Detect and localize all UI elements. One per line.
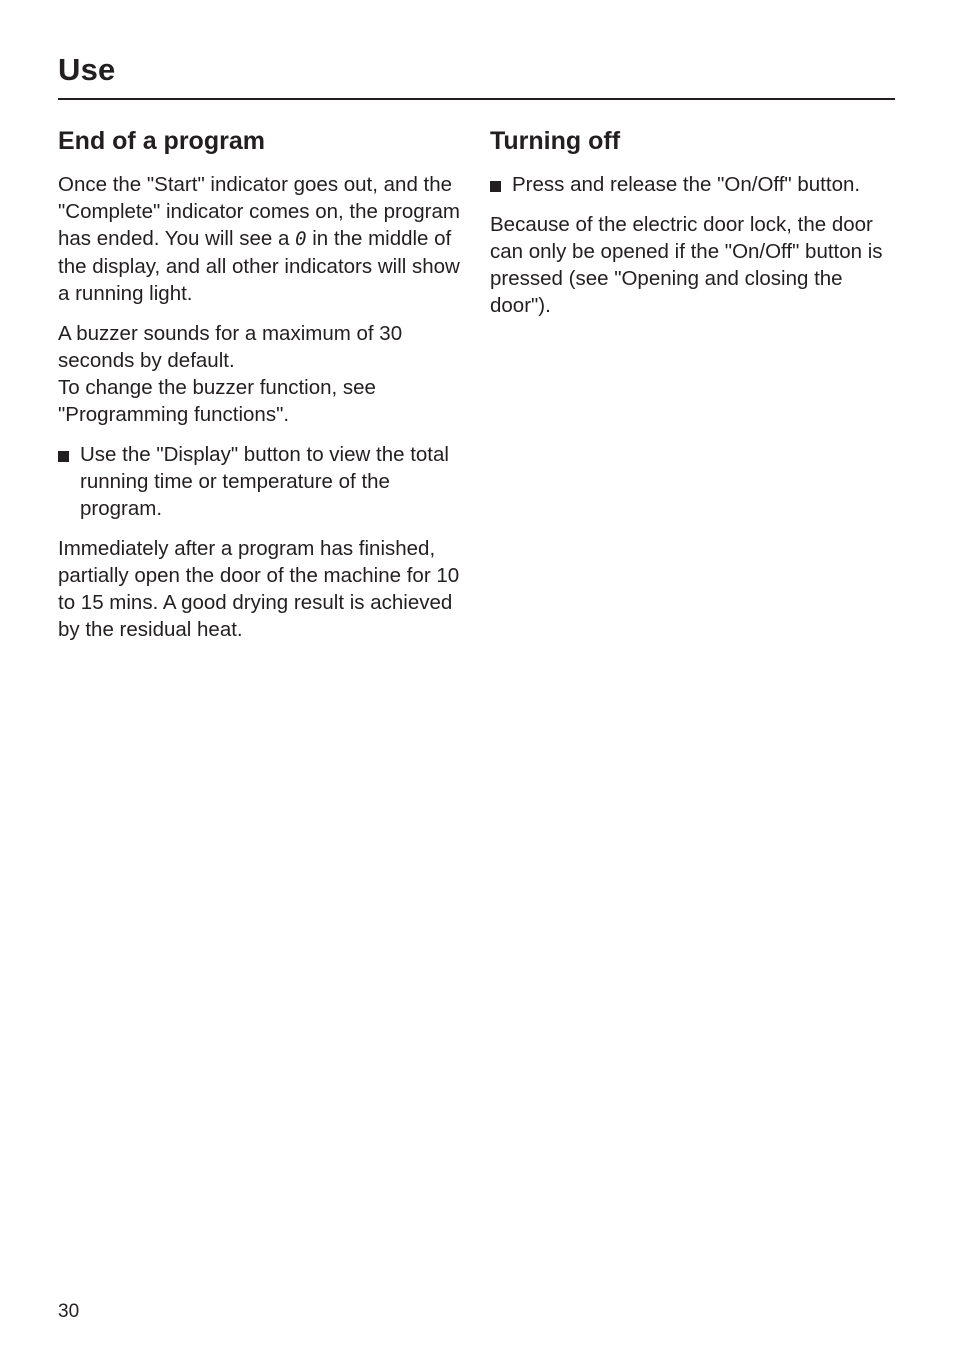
paragraph-program-ended-text-2: in the middle of the display, and all other indicators will show a running light. (58, 227, 460, 305)
list-item-on-off-button (490, 171, 895, 198)
paragraph-buzzer-line-2: To change the buzzer function, see "Programming functions". (58, 376, 376, 426)
paragraph-door-lock: Because of the electric door lock, the door can only be opened if the "On/Off" button is pressed (see "Opening and closing the door"). (490, 213, 883, 317)
paragraph-program-ended-text-1: Once the "Start" indicator goes out, and the "Complete" indicator comes on, the program has ended. You will see a (58, 173, 460, 250)
list-item-text: Press and release the "On/Off" button. (512, 173, 861, 196)
display-zero-symbol: 0 (295, 228, 307, 250)
list-item-text: Use the "Display" button to view the total running time or temperature of the program. (80, 443, 449, 520)
paragraph-drying: Immediately after a program has finished, partially open the door of the machine for 10 to 15 mins. A good drying result is achieved by the residual heat. (58, 537, 460, 641)
section-turning-off (490, 124, 895, 332)
section-heading-end-of-program: End of a program (58, 127, 265, 155)
paragraph-buzzer (58, 320, 468, 428)
page-number: 30 (58, 1301, 80, 1322)
section-heading-turning-off: Turning off (490, 127, 621, 155)
bullet-square-icon (490, 181, 501, 192)
list-item-display-button (58, 441, 468, 522)
section-end-of-program (58, 124, 468, 656)
page-title: Use (58, 52, 116, 87)
page-header (58, 48, 895, 100)
paragraph-buzzer-line-1: A buzzer sounds for a maximum of 30 seconds by default. (58, 322, 403, 372)
bullet-square-icon (58, 451, 69, 462)
paragraph-program-ended (58, 171, 468, 307)
